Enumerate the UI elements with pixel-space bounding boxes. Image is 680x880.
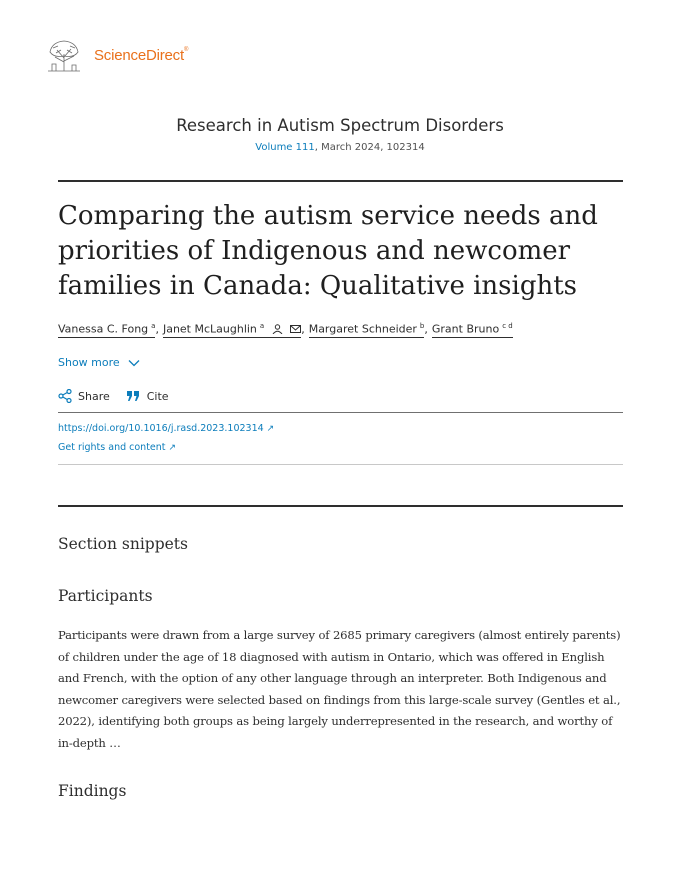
links-divider xyxy=(58,464,623,465)
chevron-down-icon xyxy=(128,359,140,367)
actions-divider xyxy=(58,412,623,413)
section-snippets-heading: Section snippets xyxy=(58,535,188,553)
author-link[interactable]: Margaret Schneider $^b$ xyxy=(308,322,425,336)
rights-link[interactable]: Get rights and content ↗ xyxy=(58,442,177,453)
issue-info xyxy=(0,142,680,153)
author-link[interactable]: Grant Bruno $^{c d}$ xyxy=(431,322,513,336)
author-list: Vanessa C. Fong $^a$ , Janet McLaughlin $^a$ , Margaret Schneider $^b$ , Grant Bruno $^{c d}$ xyxy=(58,322,513,336)
email-icon xyxy=(290,324,301,334)
brand-name: ScienceDirect® xyxy=(94,46,189,64)
participants-snippet: Participants were drawn from a large survey of 2685 primary caregivers (almost entirely parents) of children under the age of 18 diagnosed with autism in Ontario, which was offered in English and French, with the option of any other language through an interpreter. Both Indigenous and newcomer caregivers were selected based on findings from this large-scale survey (Gentles et al., 2022), identifying both groups as being largely underrepresented in the research, and worthy of in-depth … xyxy=(58,628,621,750)
external-link-icon: ↗ xyxy=(266,424,275,434)
elsevier-tree-icon xyxy=(44,38,84,72)
cite-button[interactable]: Cite xyxy=(126,390,169,403)
author-link[interactable]: Vanessa C. Fong $^a$ xyxy=(58,322,156,336)
findings-heading[interactable]: Findings xyxy=(58,782,127,800)
share-button[interactable]: Share xyxy=(58,389,110,403)
issue-details: , March 2024, 102314 xyxy=(314,142,425,153)
header-divider xyxy=(58,180,623,182)
external-link-icon: ↗ xyxy=(168,443,177,453)
section-divider xyxy=(58,505,623,507)
share-icon xyxy=(58,389,72,403)
quote-icon xyxy=(126,390,141,402)
journal-title[interactable]: Research in Autism Spectrum Disorders xyxy=(176,116,504,135)
participants-heading[interactable]: Participants xyxy=(58,587,153,605)
person-icon xyxy=(272,324,283,334)
volume-link[interactable]: Volume 111 xyxy=(255,142,315,153)
article-title: Comparing the autism service needs and priorities of Indigenous and newcomer families in Canada: Qualitative insights xyxy=(58,201,598,301)
author-link[interactable]: Janet McLaughlin $^a$ xyxy=(163,322,301,338)
doi-link[interactable]: https://doi.org/10.1016/j.rasd.2023.102314 ↗ xyxy=(58,423,275,434)
sciencedirect-logo[interactable] xyxy=(44,38,188,72)
article-actions xyxy=(58,389,185,403)
show-more-button[interactable]: Show more xyxy=(58,356,140,369)
